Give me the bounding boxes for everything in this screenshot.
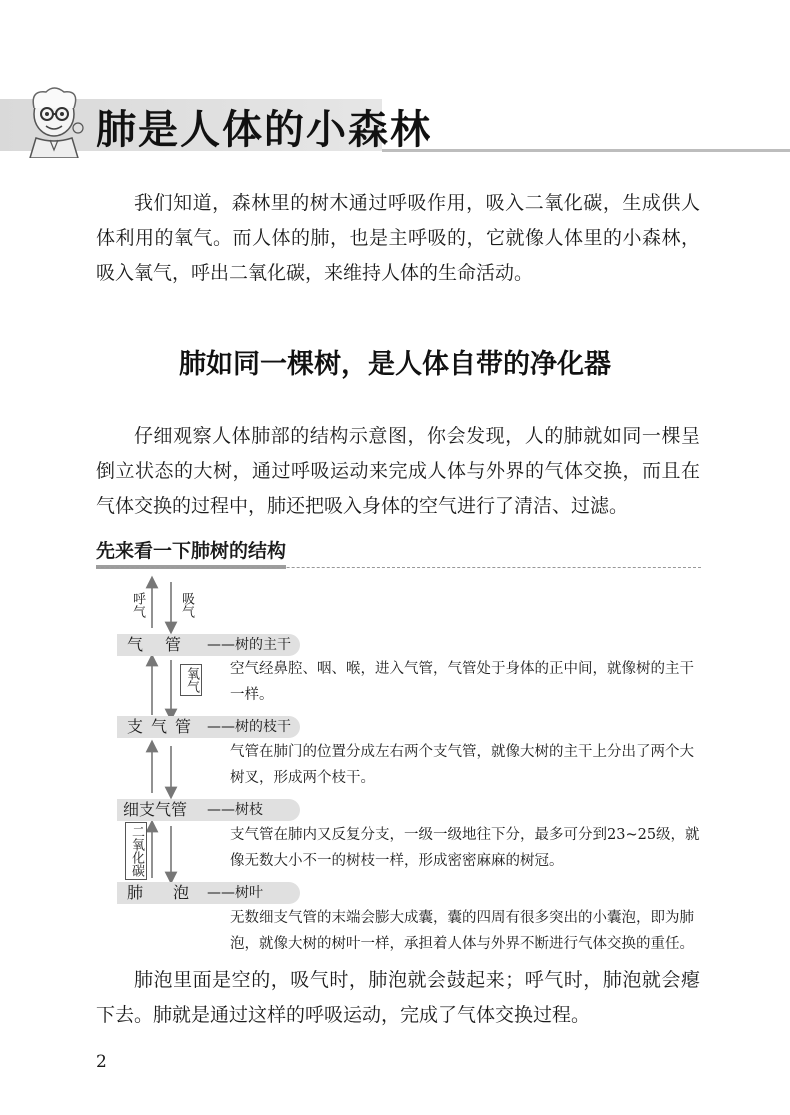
tree-part-label: ——树枝 [207, 802, 263, 818]
page-number: 2 [96, 1052, 107, 1072]
chapter-title: 肺是人体的小森林 [96, 107, 432, 153]
section-text: 仔细观察人体肺部的结构示意图，你会发现，人的肺就如同一棵呈倒立状态的大树，通过呼吸运动来完成人体与外界的气体交换，而且在气体交换的过程中，肺还把吸入身体的空气进行了清洁、过滤。 [96, 425, 700, 517]
level-bar-bronchus [117, 716, 300, 738]
organ-label: 肺泡 [127, 883, 220, 902]
tree-part-label: ——树叶 [207, 885, 263, 901]
level-description: 支气管在肺内又反复分支，一级一级地往下分，最多可分到23~25级，就像无数大小不一的树枝一样，形成密密麻麻的树冠。 [230, 827, 700, 869]
level-description: 气管在肺门的位置分成左右两个支气管，就像大树的主干上分出了两个大树叉，形成两个枝干。 [230, 744, 694, 786]
inhale-label: 吸气 [179, 592, 194, 618]
level-bar-trachea [117, 634, 300, 656]
section-title: 肺如同一棵树，是人体自带的净化器 [179, 349, 611, 380]
level-bar-bronchiole [117, 799, 300, 821]
level-bar-alveolus [117, 882, 300, 904]
intro-text: 我们知道，森林里的树木通过呼吸作用，吸入二氧化碳，生成供人体利用的氧气。而人体的肺，也是主呼吸的，它就像人体里的小森林，吸入氧气，呼出二氧化碳，来维持人体的生命活动。 [96, 192, 700, 284]
level-description: 无数细支气管的末端会膨大成囊，囊的四周有很多突出的小囊泡，即为肺泡，就像大树的树叶一样，承担着人体与外界不断进行气体交换的重任。 [230, 910, 694, 952]
closing-paragraph [96, 963, 700, 1033]
tree-part-label: ——树的主干 [207, 637, 291, 653]
tree-part-label: ——树的枝干 [207, 719, 291, 735]
co2-label: 二氧化碳 [125, 822, 147, 880]
oxygen-label: 氧气 [180, 664, 202, 696]
exhale-label: 呼气 [130, 592, 145, 618]
level-description: 空气经鼻腔、咽、喉，进入气管，气管处于身体的正中间，就像树的主干一样。 [230, 661, 694, 703]
structure-heading: 先来看一下肺树的结构 [96, 536, 286, 569]
organ-label: 细支气管 [123, 800, 188, 819]
organ-label: 支气管 [127, 717, 200, 736]
organ-label: 气管 [127, 635, 204, 654]
closing-text: 肺泡里面是空的，吸气时，肺泡就会鼓起来；呼气时，肺泡就会瘪下去。肺就是通过这样的呼吸运动，完成了气体交换过程。 [96, 969, 700, 1026]
